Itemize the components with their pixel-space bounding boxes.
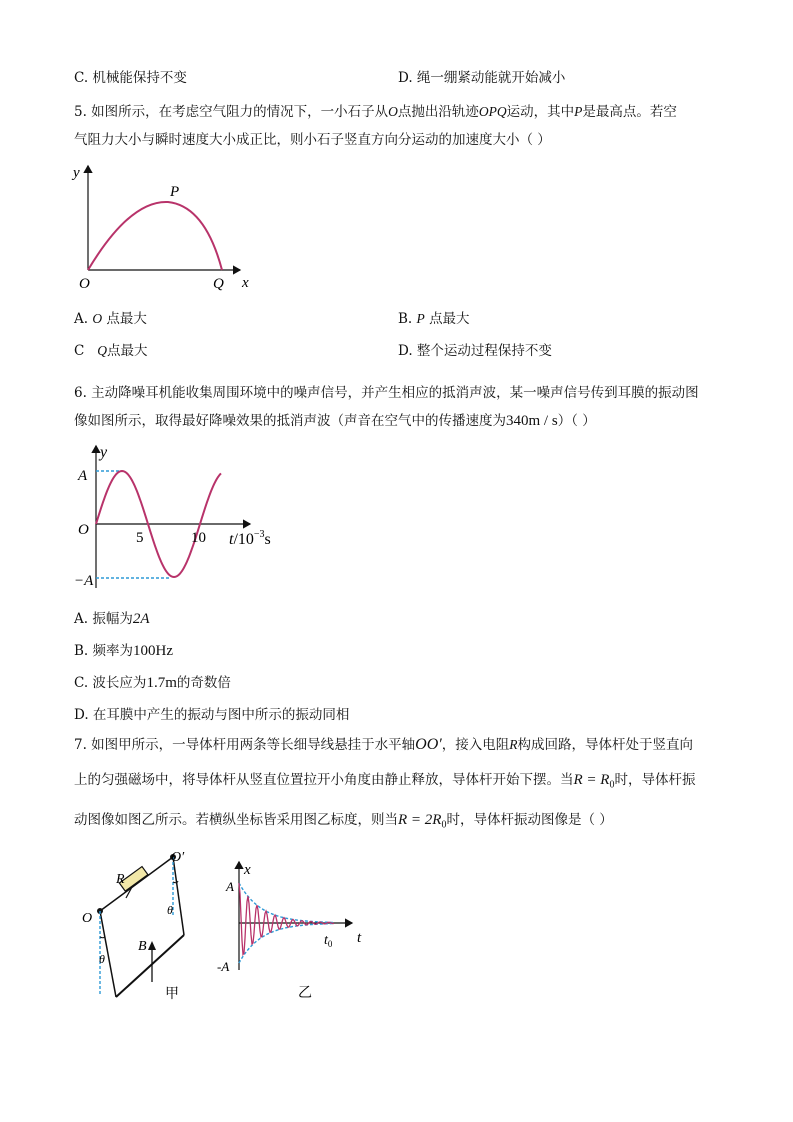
q5-text: 5. 如图所示，在考虑空气阻力的情况下，一小石子从: [74, 104, 389, 120]
q5-option-a-prefix: A.: [74, 311, 89, 327]
q6-option-d: D. 在耳膜中产生的振动与图中所示的振动同相: [74, 707, 350, 723]
q7-wire-right: [173, 857, 184, 935]
q7-figure-yi: [212, 850, 372, 1005]
q7-yi-amp-label: A: [226, 879, 234, 894]
q6-t-label: t: [229, 531, 234, 548]
q7-angle-arc-right: [173, 881, 178, 883]
q6-option-c-text: C. 波长应为: [74, 675, 147, 691]
q7-text: ，接入电阻: [441, 737, 510, 753]
q5-option-a-var: O: [92, 311, 103, 326]
q6-origin-label: O: [78, 522, 89, 538]
q7-axis: OO′: [415, 736, 442, 753]
q7-text: 时，导体杆振: [614, 772, 696, 788]
q6-text: ）（ ）: [557, 413, 596, 429]
q5-var-o: O: [388, 104, 398, 119]
q6-option-b-text: B. 频率为: [74, 643, 134, 659]
q6-option-c-tail: 的奇数倍: [176, 675, 231, 691]
q7-text: 时，导体杆振动图像是（ ）: [446, 812, 613, 828]
q5-text: 运动，其中: [506, 104, 575, 120]
q6-option-a-value: 2A: [132, 611, 150, 627]
q6-option-a-text: A. 振幅为: [74, 611, 133, 627]
q7-caption-jia: 甲: [165, 987, 179, 1002]
q6-text: 像如图所示，取得最好降噪效果的抵消声波（声音在空气中的传播速度为: [74, 413, 506, 429]
q7-cond-1: R = R: [573, 772, 610, 788]
q6-option-b-value: 100Hz: [133, 643, 174, 659]
q6-vibration-figure: [74, 440, 289, 592]
q7-label-r: R: [116, 872, 125, 887]
q5-end-label: Q: [213, 276, 224, 292]
q6-option-c: [74, 671, 231, 692]
q5-option-c: [74, 339, 147, 359]
q6-stem-line-2: [74, 409, 596, 430]
q7-label-o-prime: O′: [171, 850, 185, 865]
q5-peak-label: P: [170, 184, 180, 200]
q6-tick-5: 5: [136, 530, 144, 546]
q6-unit-exp: −3: [253, 529, 265, 540]
q5-y-label: y: [73, 165, 80, 181]
q5-text: 是最高点。若空: [582, 104, 677, 120]
q5-option-c-var: Q: [97, 343, 107, 358]
q5-text: 点抛出沿轨迹: [397, 104, 479, 120]
q7-label-theta-right: θ: [167, 903, 173, 917]
q6-unit-s: s: [264, 531, 271, 548]
q5-stem-line-1: [74, 100, 677, 120]
q7-stem-line-1: [74, 733, 693, 754]
q7-axis-line: [100, 857, 173, 911]
q7-yi-neg-amp-label: -A: [217, 959, 230, 974]
q6-option-b: [74, 639, 173, 660]
q5-var-opq: OPQ: [478, 104, 507, 119]
q7-yi-x-label: x: [244, 862, 251, 878]
q6-t-unit-label: [229, 529, 271, 548]
q5-origin-label: O: [79, 276, 90, 292]
q5-option-b-text: 点最大: [429, 311, 470, 327]
q7-label-b: B: [138, 939, 147, 954]
q7-text: 上的匀强磁场中，将导体杆从竖直位置拉开小角度由静止释放，导体杆开始下摆。当: [74, 772, 574, 788]
q5-stem-line-2: 气阻力大小与瞬时速度大小成正比，则小石子竖直方向分运动的加速度大小（ ）: [74, 132, 551, 148]
q5-option-a-text: 点最大: [106, 311, 147, 327]
q5-option-c-text: 点最大: [106, 343, 148, 359]
q7-stem-line-2: [74, 768, 695, 791]
q7-figure-jia: [74, 842, 194, 1002]
q7-yi-envelope-top: [239, 883, 334, 922]
q7-label-theta-left: θ: [99, 952, 105, 966]
q5-trajectory-figure: [70, 160, 260, 295]
q5-x-label: x: [242, 275, 249, 291]
q7-yi-t-label: t: [357, 930, 362, 946]
q6-neg-amp-label: −A: [74, 573, 94, 589]
q6-speed: 340m / s: [506, 413, 558, 429]
q7-text: 动图像如图乙所示。若横纵坐标皆采用图乙标度，则当: [74, 812, 398, 828]
q7-text: 7. 如图甲所示，一导体杆用两条等长细导线悬挂于水平轴: [74, 737, 416, 753]
q7-yi-t0-sub: 0: [327, 939, 333, 949]
q7-text: 构成回路，导体杆处于竖直向: [517, 737, 694, 753]
q6-option-a: [74, 607, 150, 628]
q5-option-d: D. 整个运动过程保持不变: [398, 343, 552, 359]
q7-cond-1-sub: 0: [609, 779, 615, 791]
q7-stem-line-3: [74, 808, 613, 831]
q7-yi-t0-base: t: [324, 933, 328, 948]
q7-yi-t0-label: [324, 933, 333, 949]
q7-cond-2: R = 2R: [398, 812, 442, 828]
q5-var-p: P: [574, 104, 583, 119]
q5-option-c-prefix: C: [74, 343, 85, 359]
q5-option-b: [398, 307, 470, 327]
q6-unit-label: /10: [233, 531, 254, 548]
q5-trajectory-curve: [88, 202, 222, 270]
q4-option-c: C. 机械能保持不变: [74, 70, 187, 86]
q7-caption-yi: 乙: [298, 986, 312, 1001]
q5-option-b-var: P: [416, 311, 425, 326]
q6-stem-line-1: 6. 主动降噪耳机能收集周围环境中的噪声信号，并产生相应的抵消声波，某一噪声信号传到耳膜的振动图: [74, 385, 699, 401]
q7-var-r: R: [509, 737, 518, 752]
q7-cond-2-sub: 0: [441, 819, 447, 831]
q6-tick-10: 10: [191, 530, 206, 546]
q6-option-c-value: 1.7m: [146, 675, 177, 691]
q5-option-a: [74, 307, 147, 327]
q4-option-d: D. 绳一绷紧动能就开始减小: [398, 70, 566, 86]
q6-amp-label: A: [78, 468, 88, 484]
q7-b-arrowhead: [148, 941, 156, 950]
q7-label-o: O: [82, 911, 93, 926]
q6-y-label: y: [100, 444, 108, 461]
q5-option-b-prefix: B.: [398, 311, 413, 327]
